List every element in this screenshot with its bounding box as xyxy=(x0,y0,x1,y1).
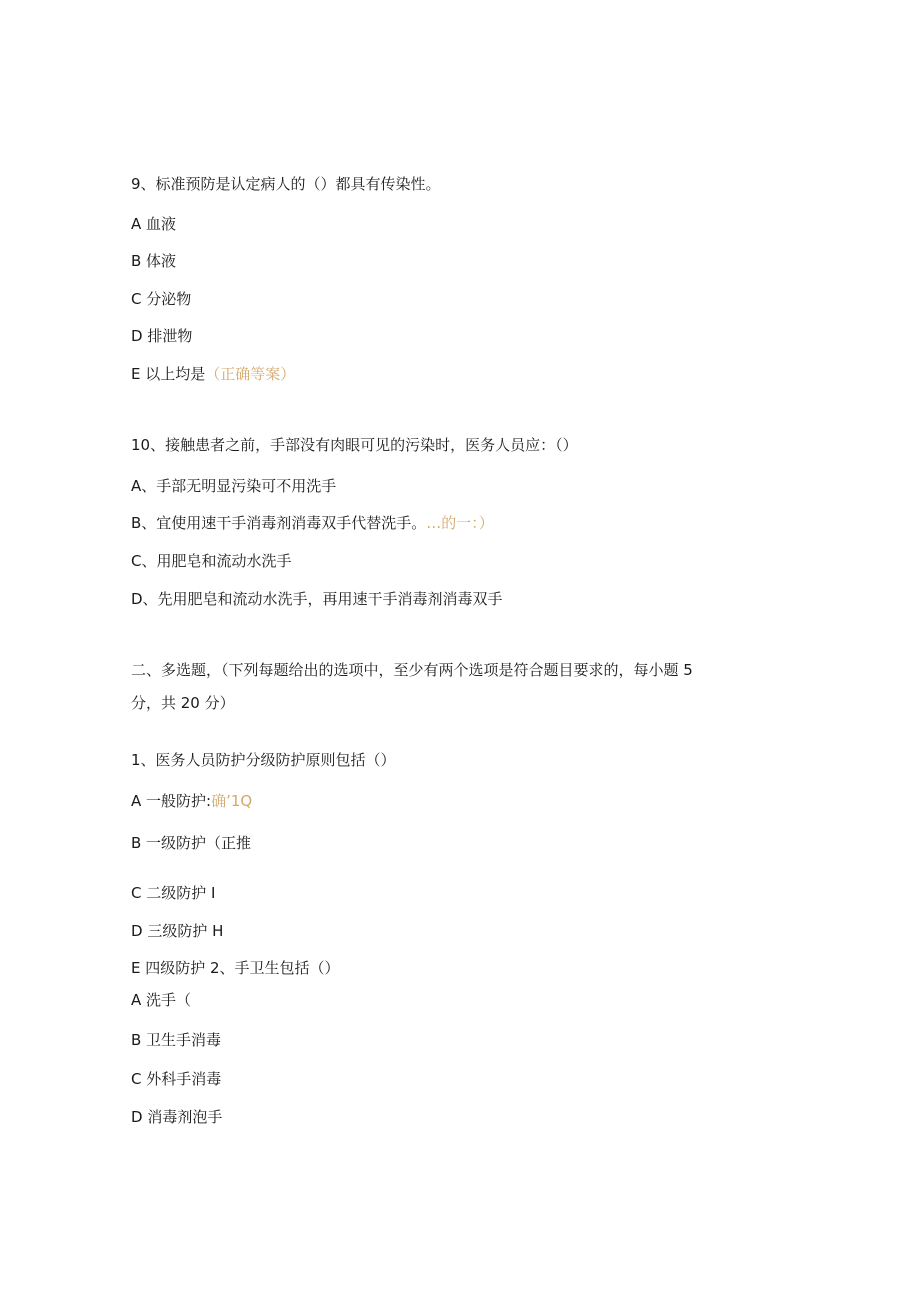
mq2-option-b: B 卫生手消毒 xyxy=(131,1031,222,1049)
q9-option-b: B 体液 xyxy=(131,252,177,270)
mq2-option-d: D 消毒剂泡手 xyxy=(131,1108,223,1126)
q10-option-b: B、宜使用速干手消毒剂消毒双手代替洗手。…的一：） xyxy=(131,514,494,532)
q10-option-a: A、手部无明显污染可不用洗手 xyxy=(131,477,337,495)
mq2-option-c: C 外科手消毒 xyxy=(131,1070,222,1088)
mq2-option-a: A 洗手（ xyxy=(131,991,192,1009)
q9-option-c: C 分泌物 xyxy=(131,290,192,308)
q9-option-d: D 排泄物 xyxy=(131,327,193,345)
q10-option-d: D、先用肥皂和流动水洗手，再用速干手消毒剂消毒双手 xyxy=(131,590,503,608)
mq1-option-a: A 一般防护:确’1Q xyxy=(131,792,253,810)
q9-option-e: E 以上均是（正确等案） xyxy=(131,365,296,383)
question-9: 9、标准预防是认定病人的（）都具有传染性。 xyxy=(131,175,441,193)
mq1-option-c: C 二级防护 I xyxy=(131,884,216,902)
question-10: 10、接触患者之前，手部没有肉眼可见的污染时，医务人员应：（） xyxy=(131,436,578,454)
section-heading-line-1: 二、多选题，（下列每题给出的选项中，至少有两个选项是符合题目要求的，每小题 5 xyxy=(131,661,693,679)
mq1-option-d: D 三级防护 H xyxy=(131,922,224,940)
answer-note: （正确等案） xyxy=(205,365,296,383)
answer-note: …的一：） xyxy=(426,514,494,532)
multi-question-1: 1、医务人员防护分级防护原则包括（） xyxy=(131,751,396,769)
section-heading-line-2: 分，共 20 分） xyxy=(131,694,235,712)
mq1-option-e: E 四级防护 2、手卫生包括（） xyxy=(131,959,340,977)
q10-option-c: C、用肥皂和流动水洗手 xyxy=(131,552,292,570)
q9-option-a: A 血液 xyxy=(131,215,177,233)
mq1-option-b: B 一级防护（正推 xyxy=(131,834,252,852)
answer-note: 确’1Q xyxy=(211,792,253,810)
